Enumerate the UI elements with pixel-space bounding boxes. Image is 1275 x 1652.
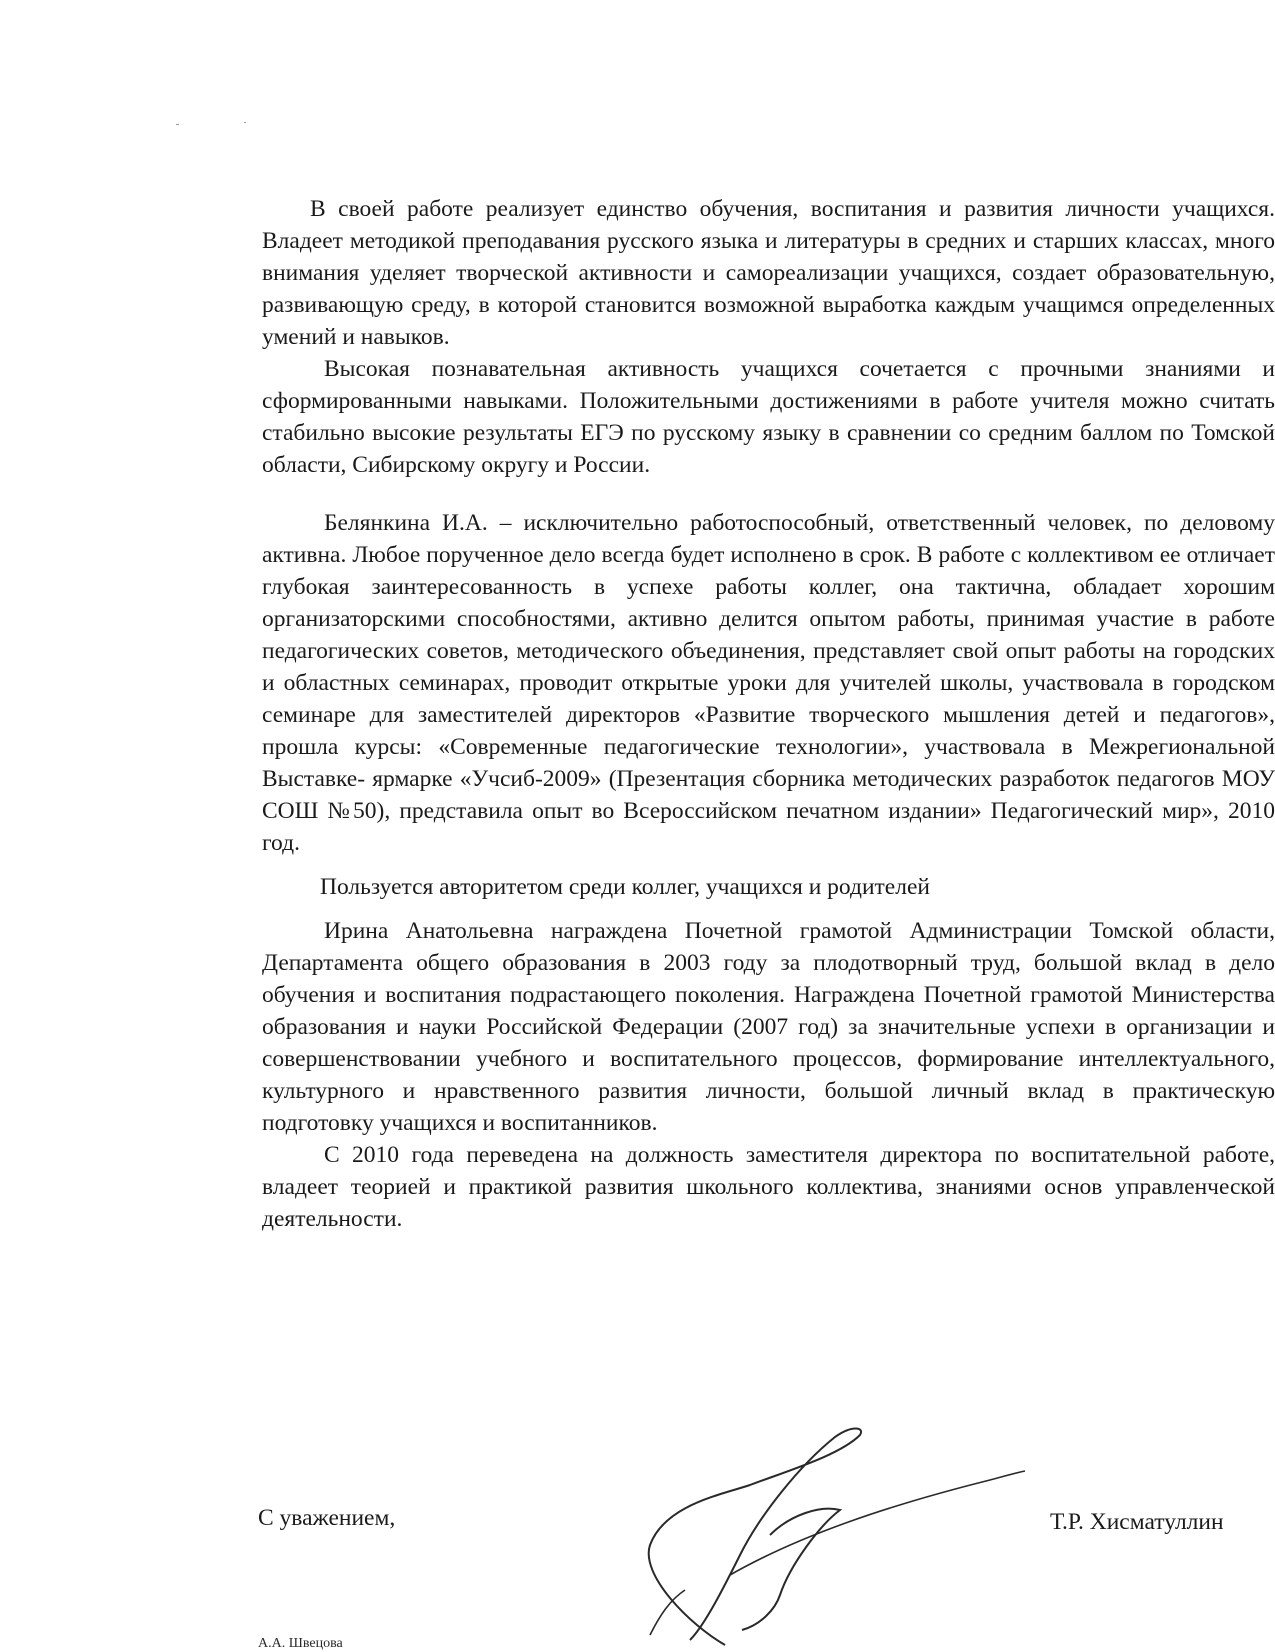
scan-speck	[244, 122, 246, 123]
scan-speck	[176, 124, 179, 125]
signer-name: Т.Р. Хисматуллин	[1050, 1509, 1224, 1535]
letter-body	[262, 193, 1275, 1235]
paragraph-activity: Высокая познавательная активность учащихся сочетается с прочными знаниями и сформированными навыками. Положительными достижениями в работе учителя можно считать стабильно высокие результаты ЕГЭ по русскому языку в сравнении со средним баллом по Томской области, Сибирскому округу и России.	[262, 356, 1275, 478]
executor-name: А.А. Швецова	[258, 1636, 343, 1651]
paragraph-position: С 2010 года переведена на должность заместителя директора по воспитательной работе, владеет теорией и практикой развития школьного коллектива, знаниями основ управленческой деятельности.	[262, 1142, 1275, 1232]
closing-salutation: С уважением,	[258, 1505, 396, 1531]
paragraph-character: Белянкина И.А. – исключительно работоспособный, ответственный человек, по деловому активна. Любое порученное дело всегда будет исполнено в срок. В работе с коллективом ее отличает глубокая заинтересованность в успехе работы коллег, она тактична, обладает хорошим организаторскими способностями, активно делится опытом работы, принимая участие в работе педагогических советов, методического объединения, представляет свой опыт работы на городских и областных семинарах, проводит открытые уроки для учителей школы, участвовала в городском семинаре для заместителей директоров «Развитие творческого мышления детей и педагогов», прошла курсы: «Современные педагогические технологии», участвовала в Межрегиональной Выставке- ярмарке «Учсиб-2009» (Презентация сборника методических разработок педагогов МОУ СОШ №50), представила опыт во Всероссийском печатном издании» Педагогический мир», 2010 год.	[262, 510, 1275, 856]
paragraph-awards: Ирина Анатольевна награждена Почетной грамотой Администрации Томской области, Департамента общего образования в 2003 году за плодотворный труд, большой вклад в дело обучения и воспитания подрастающего поколения. Награждена Почетной грамотой Министерства образования и науки Российской Федерации (2007 год) за значительные успехи в организации и совершенствовании учебного и воспитательного процессов, формирование интеллектуального, культурного и нравственного развития личности, большой личный вклад в практическую подготовку учащихся и воспитанников.	[262, 918, 1275, 1136]
paragraph-methodology: В своей работе реализует единство обучения, воспитания и развития личности учащихся. Владеет методикой преподавания русского языка и литературы в средних и старших классах, много внимания уделяет творческой активности и самореализации учащихся, создает образовательную, развивающую среду, в которой становится возможной выработка каждым учащимся определенных умений и навыков.	[262, 196, 1275, 350]
handwritten-signature	[630, 1425, 1030, 1650]
paragraph-authority: Пользуется авторитетом среди коллег, учащихся и родителей	[320, 874, 930, 900]
